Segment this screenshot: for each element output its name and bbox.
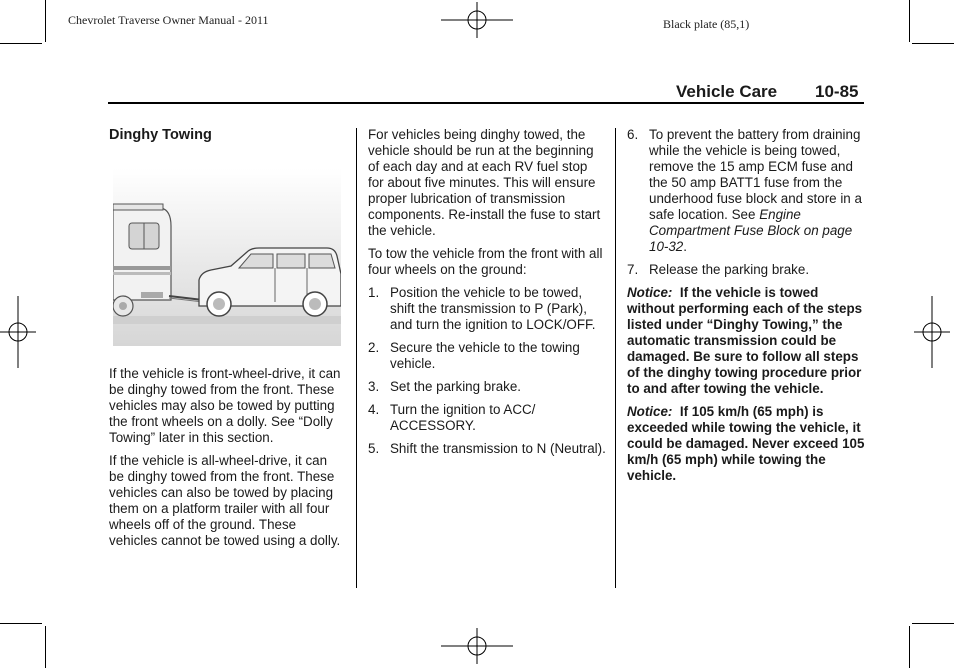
step-text: To prevent the battery from draining while the vehicle is being towed, remove the 15 amp ECM fuse and the 50 amp BATT1 fuse from the underhood fuse block and store in a safe location. See [649, 127, 862, 222]
step-number: 7. [627, 262, 639, 277]
step-text: Set the parking brake. [390, 379, 522, 394]
list-item [368, 285, 606, 333]
registration-mark-icon [0, 296, 36, 368]
list-item [627, 262, 865, 278]
section-heading: Dinghy Towing [109, 127, 212, 143]
crop-mark [0, 623, 42, 624]
step-number: 4. [368, 402, 380, 417]
column-3 [627, 127, 865, 491]
paragraph: To tow the vehicle from the front with all four wheels on the ground: [368, 246, 603, 277]
step-number: 2. [368, 340, 380, 355]
suv-towed-behind-rv-illustration [113, 168, 341, 346]
step-number: 6. [627, 127, 639, 142]
notice-text: If 105 km/h (65 mph) is exceeded while towing the vehicle, it could be damaged. Never exceed 105 km/h (65 mph) while towing the vehicle. [627, 404, 865, 483]
registration-mark-icon [441, 2, 513, 38]
column-divider [615, 128, 616, 588]
crop-mark [909, 626, 910, 668]
column-2 [368, 127, 606, 464]
crop-mark [909, 0, 910, 42]
section-title: Vehicle Care [676, 82, 778, 101]
notice-label: Notice: [627, 285, 673, 300]
manual-title: Chevrolet Traverse Owner Manual - 2011 [68, 13, 269, 27]
header-rule [108, 102, 864, 104]
column-divider [356, 128, 357, 588]
step-number: 1. [368, 285, 380, 300]
step-number: 5. [368, 441, 380, 456]
crop-mark [45, 0, 46, 42]
list-item [368, 441, 606, 457]
list-item [368, 340, 606, 372]
paragraph: If the vehicle is front-wheel-drive, it can be dinghy towed from the front. These vehicles may also be towed by putting the front wheels on a dolly. See “Dolly Towing” later in this section. [109, 366, 341, 445]
list-item [627, 127, 865, 255]
column-1 [109, 127, 345, 556]
list-item [368, 402, 606, 434]
step-text: Turn the ignition to ACC/ ACCESSORY. [390, 402, 536, 433]
notice-label: Notice: [627, 404, 673, 419]
crop-mark [912, 623, 954, 624]
crop-mark [912, 43, 954, 44]
registration-mark-icon [914, 296, 950, 368]
crop-mark [0, 43, 42, 44]
cross-reference-link[interactable]: Engine Compartment Fuse Block on page 10-32 [649, 207, 853, 254]
list-item [368, 379, 606, 395]
towing-steps-list-continued [627, 127, 865, 278]
notice-text: If the vehicle is towed without performing each of the steps listed under “Dinghy Towing,” the automatic transmission could be damaged. Be sure to follow all steps of the dinghy towing procedure prior to and after towing the vehicle. [627, 285, 863, 396]
plate-label: Black plate (85,1) [663, 17, 750, 31]
paragraph: For vehicles being dinghy towed, the vehicle should be run at the beginning of each day and at each RV fuel stop for about five minutes. This will ensure proper lubrication of transmission components. Re-install the fuse to start the vehicle. [368, 127, 601, 238]
step-text: Position the vehicle to be towed, shift the transmission to P (Park), and turn the ignition to LOCK/OFF. [390, 285, 596, 332]
paragraph: If the vehicle is all-wheel-drive, it can be dinghy towed from the front. These vehicles can also be towed by placing them on a platform trailer with all four wheels off of the ground. These vehicles cannot be towed using a dolly. [109, 453, 341, 548]
step-text: Release the parking brake. [649, 262, 810, 277]
notice [627, 285, 865, 397]
step-number: 3. [368, 379, 380, 394]
crop-mark [45, 626, 46, 668]
step-text-end: . [683, 239, 687, 254]
step-text: Shift the transmission to N (Neutral). [390, 441, 606, 456]
page-number: 10-85 [815, 82, 859, 101]
step-text: Secure the vehicle to the towing vehicle. [390, 340, 580, 371]
notice [627, 404, 865, 484]
registration-mark-icon [441, 628, 513, 664]
towing-steps-list [368, 285, 606, 457]
